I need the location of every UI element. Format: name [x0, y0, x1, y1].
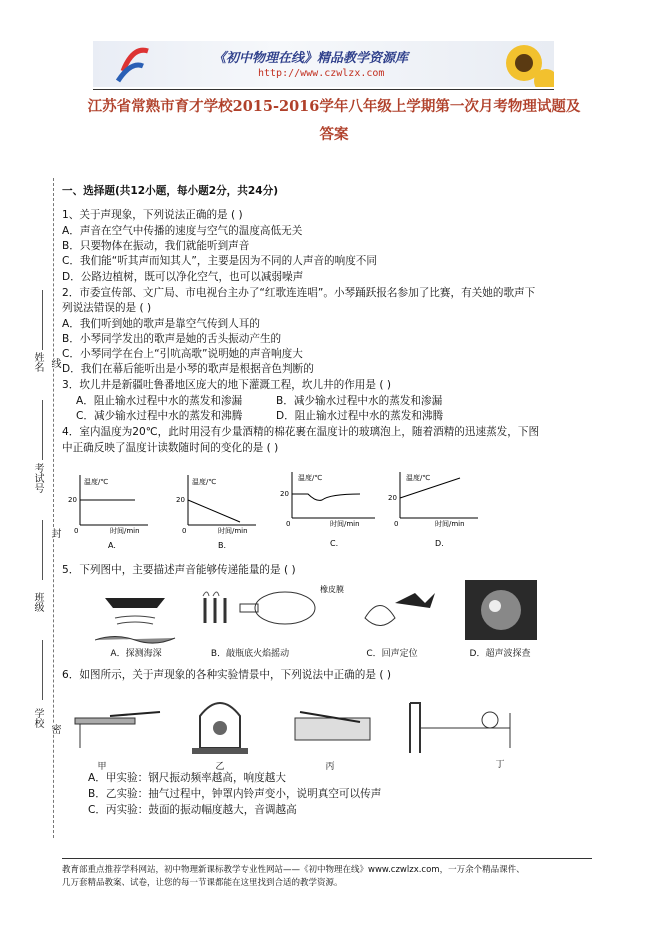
svg-text:时间/min: 时间/min	[330, 520, 360, 528]
q2-option-c: C．小琴同学在台上“引吭高歌”说明她的声音响度大	[62, 348, 303, 360]
school-label: 学校	[32, 708, 43, 728]
svg-text:0: 0	[286, 520, 291, 528]
graph-a	[68, 475, 148, 550]
q5-caption-d: D．超声波探查	[469, 649, 531, 659]
svg-text:D.: D.	[435, 539, 444, 548]
svg-text:时间/min: 时间/min	[218, 527, 248, 535]
name-label: 姓名	[32, 352, 43, 372]
name-line	[42, 290, 43, 350]
q6-caption-ding: 丁	[495, 760, 505, 770]
footer-rule	[62, 858, 592, 859]
svg-text:20: 20	[388, 494, 397, 502]
q2-option-a: A．我们听到她的歌声是靠空气传到人耳的	[62, 318, 260, 330]
q2-option-d: D．我们在幕后能听出是小琴的歌声是根据音色判断的	[62, 363, 314, 375]
svg-text:温度/℃: 温度/℃	[192, 478, 217, 486]
q1-option-b: B．只要物体在振动，我们就能听到声音	[62, 240, 250, 252]
exam-line	[42, 400, 43, 460]
q5-caption-a: A．探测海深	[110, 649, 162, 659]
svg-text:20: 20	[176, 496, 185, 504]
page-title: 江苏省常熟市育才学校2015-2016学年八年级上学期第一次月考物理试题及 答案	[87, 98, 581, 143]
tuning-fork-image	[410, 703, 510, 753]
q3-option-d: D．阻止输水过程中水的蒸发和沸腾	[276, 410, 444, 422]
q1-option-c: C．我们能“听其声而知其人”，主要是因为不同的人声音的响度不同	[62, 255, 377, 267]
svg-text:B.: B.	[218, 541, 227, 550]
svg-text:20: 20	[280, 490, 289, 498]
seal-mark-1: 线	[49, 358, 60, 368]
drum-image	[295, 712, 370, 740]
header-rule	[93, 89, 554, 90]
seal-line	[53, 178, 54, 838]
q3-option-c: C．减少输水过程中水的蒸发和沸腾	[76, 410, 243, 422]
seal-mark-2: 封	[49, 528, 60, 538]
q6-stem: 6．如图所示，关于声现象的各种实验情景中，下列说法中正确的是 ( )	[62, 669, 391, 681]
graph-d	[388, 472, 478, 548]
graph-c	[280, 472, 375, 548]
banner-title: 《初中物理在线》精品教学资源库	[213, 51, 409, 66]
sunflower-icon	[484, 41, 554, 87]
q6-caption-jia: 甲	[97, 762, 107, 772]
svg-text:温度/℃: 温度/℃	[298, 474, 323, 482]
q2-stem: 2．市委宣传部、文广局、市电视台主办了“红歌连连唱”。小琴踊跃报名参加了比赛，有关她的歌声下	[62, 287, 536, 299]
q5-caption-b: B．敲瓶底火焰摇动	[210, 649, 290, 659]
svg-text:温度/℃: 温度/℃	[406, 474, 431, 482]
bat-image	[365, 593, 435, 626]
q1-option-a: A．声音在空气中传播的速度与空气的温度高低无关	[62, 225, 303, 237]
class-label: 班级	[32, 592, 43, 612]
svg-text:时间/min: 时间/min	[435, 520, 465, 528]
q3-stem: 3．坎儿井是新疆吐鲁番地区庞大的地下灌溉工程，坎儿井的作用是 ( )	[62, 379, 391, 391]
q3-option-a: A．阻止输水过程中水的蒸发和渗漏	[76, 395, 243, 407]
header-banner	[93, 41, 554, 87]
bell-jar-image	[192, 703, 248, 754]
q1-stem: 1、关于声现象，下列说法正确的是 ( )	[62, 209, 243, 221]
svg-text:C.: C.	[330, 539, 339, 548]
class-line	[42, 520, 43, 580]
exam-no-label: 考试号	[32, 463, 43, 493]
banner-url: http://www.czwlzx.com	[258, 68, 385, 79]
seal-mark-3: 密	[49, 724, 60, 734]
candle-bottle-image	[203, 584, 344, 624]
logo-icon	[103, 41, 163, 87]
ship-sonar-image	[95, 598, 175, 643]
graph-b	[176, 475, 256, 550]
q3-option-b: B．减少输水过程中水的蒸发和渗漏	[276, 395, 443, 407]
q4-graphs	[60, 460, 480, 555]
q2-option-b: B．小琴同学发出的歌声是她的舌头振动产生的	[62, 333, 282, 345]
ruler-experiment-image	[75, 712, 160, 748]
svg-text:0: 0	[394, 520, 399, 528]
q6-caption-bing: 丙	[325, 762, 335, 772]
svg-text:20: 20	[68, 496, 77, 504]
q2-stem-2: 列说法错误的是 ( )	[62, 302, 152, 314]
q1-option-d: D．公路边植树，既可以净化空气，也可以减弱噪声	[62, 271, 304, 283]
section-heading: 一、选择题(共12小题，每小题2分，共24分)	[62, 185, 279, 197]
q4-stem: 4．室内温度为20℃，此时用浸有少量酒精的棉花裹在温度计的玻璃泡上，随着酒精的迅速蒸发，下图	[62, 426, 540, 438]
q6-images	[70, 688, 550, 768]
svg-text:A.: A.	[108, 541, 116, 550]
q5-stem: 5．下列图中，主要描述声音能够传递能量的是 ( )	[62, 564, 296, 576]
q6-option-c: C．丙实验：鼓面的振动幅度越大，音调越高	[88, 804, 297, 816]
svg-text:温度/℃: 温度/℃	[84, 478, 109, 486]
q5-caption-c: C．回声定位	[366, 649, 418, 659]
footer-line-2: 几万套精品教案、试卷，让您的每一节课都能在这里找到合适的教学资源。	[62, 878, 343, 888]
svg-text:时间/min: 时间/min	[110, 527, 140, 535]
svg-text:0: 0	[74, 527, 79, 535]
school-line	[42, 640, 43, 700]
ultrasound-image	[465, 580, 537, 640]
q6-caption-yi: 乙	[215, 762, 225, 772]
q6-option-b: B．乙实验：抽气过程中，钟罩内铃声变小，说明真空可以传声	[88, 788, 382, 800]
q4-stem-2: 中正确反映了温度计读数随时间的变化的是 ( )	[62, 442, 279, 454]
q6-option-a: A．甲实验：钢尺振动频率越高，响度越大	[88, 772, 286, 784]
svg-text:橡皮膜: 橡皮膜	[320, 585, 344, 594]
footer-line-1: 教育部重点推荐学科网站，初中物理新课标教学专业性网站——《初中物理在线》www.czwlzx.com，一万余个精品课件、	[62, 865, 525, 875]
svg-text:0: 0	[182, 527, 187, 535]
